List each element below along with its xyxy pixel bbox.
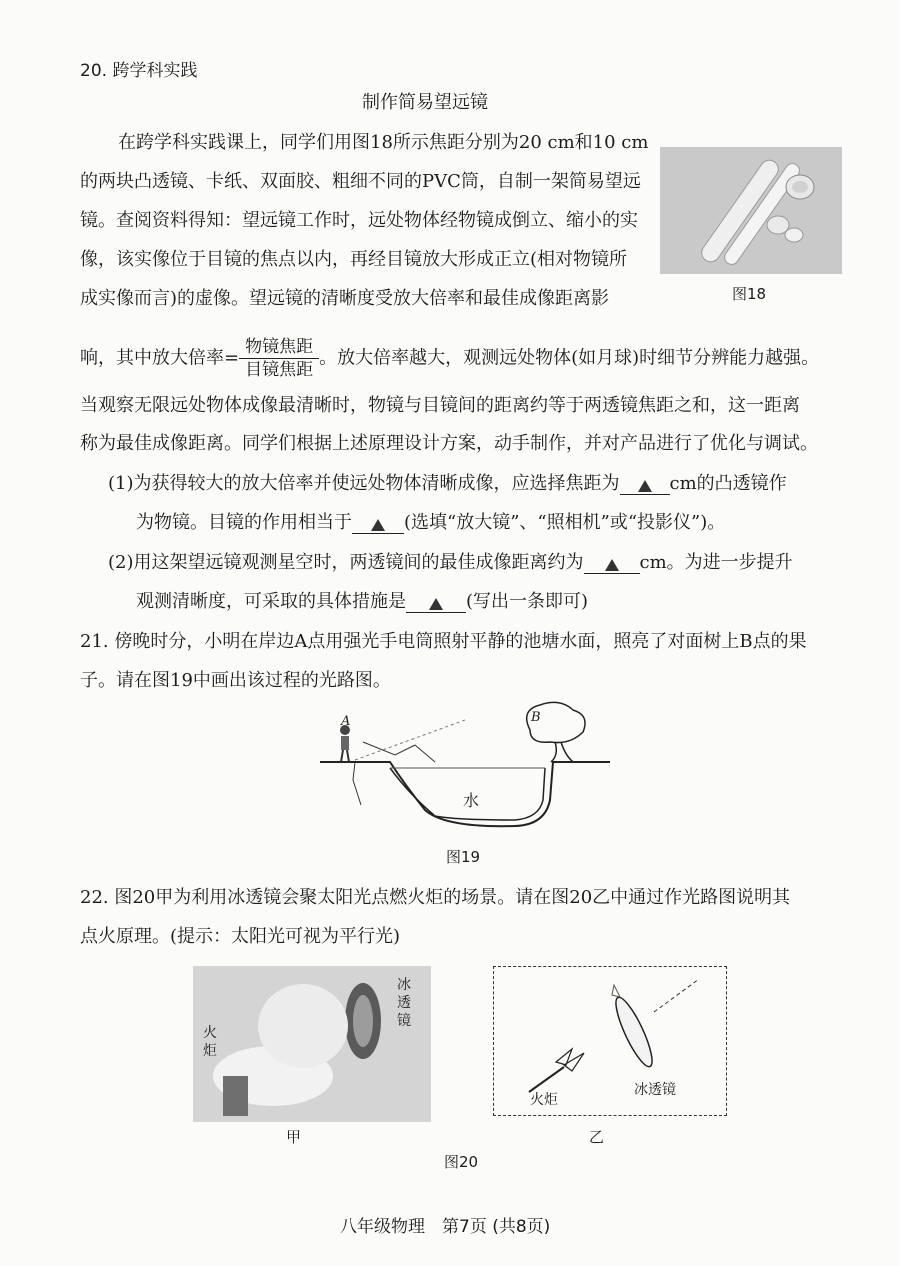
water-label: 水 xyxy=(463,791,480,810)
q20-sub1-line-2 xyxy=(136,510,725,536)
q22-line-2: 点火原理。(提示：太阳光可视为平行光) xyxy=(80,926,401,947)
q20-paragraph-line-2: 的两块凸透镜、卡纸、双面胶、粗细不同的PVC筒，自制一架简易望远 xyxy=(80,171,641,192)
blank-triangle-icon xyxy=(429,598,443,610)
blank-triangle-icon xyxy=(638,480,652,492)
q20-sub1-text-c: 为物镜。目镜的作用相当于 xyxy=(136,512,352,533)
figure-19-caption: 图19 xyxy=(446,848,481,866)
q20-paragraph-line-5: 成实像而言)的虚像。望远镜的清晰度受放大倍率和最佳成像距离影 xyxy=(80,288,610,309)
page-footer: 八年级物理 第7页 (共8页) xyxy=(340,1217,551,1237)
q20-sub2-text-a: (2)用这架望远镜观测星空时，两透镜间的最佳成像距离约为 xyxy=(108,552,584,573)
q21-line-1: 21. 傍晚时分，小明在岸边A点用强光手电筒照射平静的池塘水面，照亮了对面树上B点的果 xyxy=(80,631,807,652)
q20-sub2-text-d: (写出一条即可) xyxy=(466,591,589,612)
point-a-label: A xyxy=(341,714,351,729)
q20-sub2-line-1 xyxy=(108,550,793,576)
lens-and-tube-illustration xyxy=(660,147,842,274)
q20-paragraph-line-1: 在跨学科实践课上，同学们用图18所示焦距分别为20 cm和10 cm xyxy=(118,132,649,153)
magnification-fraction xyxy=(239,336,319,381)
q22-line-1: 22. 图20甲为利用冰透镜会聚太阳光点燃火炬的场景。请在图20乙中通过作光路图说明其 xyxy=(80,887,791,908)
q20-sub2-text-c: 观测清晰度，可采取的具体措施是 xyxy=(136,591,406,612)
diagram-torch-label: 火炬 xyxy=(530,1092,558,1108)
q20-sub2-text-b: cm。为进一步提升 xyxy=(639,552,793,573)
answer-blank-best-distance[interactable] xyxy=(584,553,640,574)
ice-lens-diagram xyxy=(494,967,726,1115)
fraction-denominator: 目镜焦距 xyxy=(245,360,314,380)
question-20-heading: 20. 跨学科实践 xyxy=(80,61,198,81)
magnification-formula-suffix: 。放大倍率越大，观测远处物体(如月球)时细节分辨能力越强。 xyxy=(319,347,820,369)
torch-flame-icon xyxy=(556,1049,584,1071)
photo-ice-lens-label: 冰透镜 xyxy=(397,977,411,1029)
q20-sub1-text-a: (1)为获得较大的放大倍率并使远处物体清晰成像，应选择焦距为 xyxy=(108,473,620,494)
figure-20-photo-jia xyxy=(193,966,431,1122)
diagram-ice-lens-label: 冰透镜 xyxy=(634,1082,676,1098)
q20-sub1-text-b: cm的凸透镜作 xyxy=(669,473,787,494)
fraction-numerator: 物镜焦距 xyxy=(239,336,319,359)
blank-triangle-icon xyxy=(605,559,619,571)
q20-paragraph-line-8: 称为最佳成像距离。同学们根据上述原理设计方案，动手制作，并对产品进行了优化与调试。 xyxy=(80,433,818,454)
blank-triangle-icon xyxy=(371,519,385,531)
q20-paragraph-line-4: 像，该实像位于目镜的焦点以内，再经目镜放大形成正立(相对物镜所 xyxy=(80,249,628,270)
answer-blank-focal-length[interactable] xyxy=(620,474,670,495)
answer-blank-eyepiece-role[interactable] xyxy=(352,513,404,534)
q20-sub1-line-1 xyxy=(108,471,787,497)
figure-18-caption: 图18 xyxy=(732,285,767,303)
section-title: 制作简易望远镜 xyxy=(362,92,488,113)
q20-paragraph-line-7: 当观察无限远处物体成像最清晰时，物镜与目镜间的距离约等于两透镜焦距之和，这一距离 xyxy=(80,395,800,416)
point-b-label: B xyxy=(531,710,541,725)
photo-torch-label: 火炬 xyxy=(203,1025,217,1059)
answer-blank-improvement[interactable] xyxy=(406,592,466,613)
label-yi: 乙 xyxy=(589,1128,605,1146)
q20-sub1-text-d: (选填“放大镜”、“照相机”或“投影仪”)。 xyxy=(404,512,726,533)
figure-20-caption: 图20 xyxy=(444,1153,479,1171)
q20-sub2-line-2 xyxy=(136,589,588,615)
figure-18-photo xyxy=(660,147,842,274)
torch-photo-illustration xyxy=(193,966,431,1122)
q20-paragraph-line-3: 镜。查阅资料得知：望远镜工作时，远处物体经物镜成倒立、缩小的实 xyxy=(80,210,638,231)
q21-line-2: 子。请在图19中画出该过程的光路图。 xyxy=(80,670,391,691)
magnification-formula-prefix: 响，其中放大倍率= xyxy=(80,347,240,369)
figure-20-diagram-yi[interactable] xyxy=(493,966,727,1116)
ice-lens-outline xyxy=(610,994,658,1070)
q20-paragraph-line-6 xyxy=(80,336,819,381)
pond-svg xyxy=(315,700,615,835)
figure-19-pond-diagram[interactable] xyxy=(315,700,615,835)
label-jia: 甲 xyxy=(286,1128,302,1146)
